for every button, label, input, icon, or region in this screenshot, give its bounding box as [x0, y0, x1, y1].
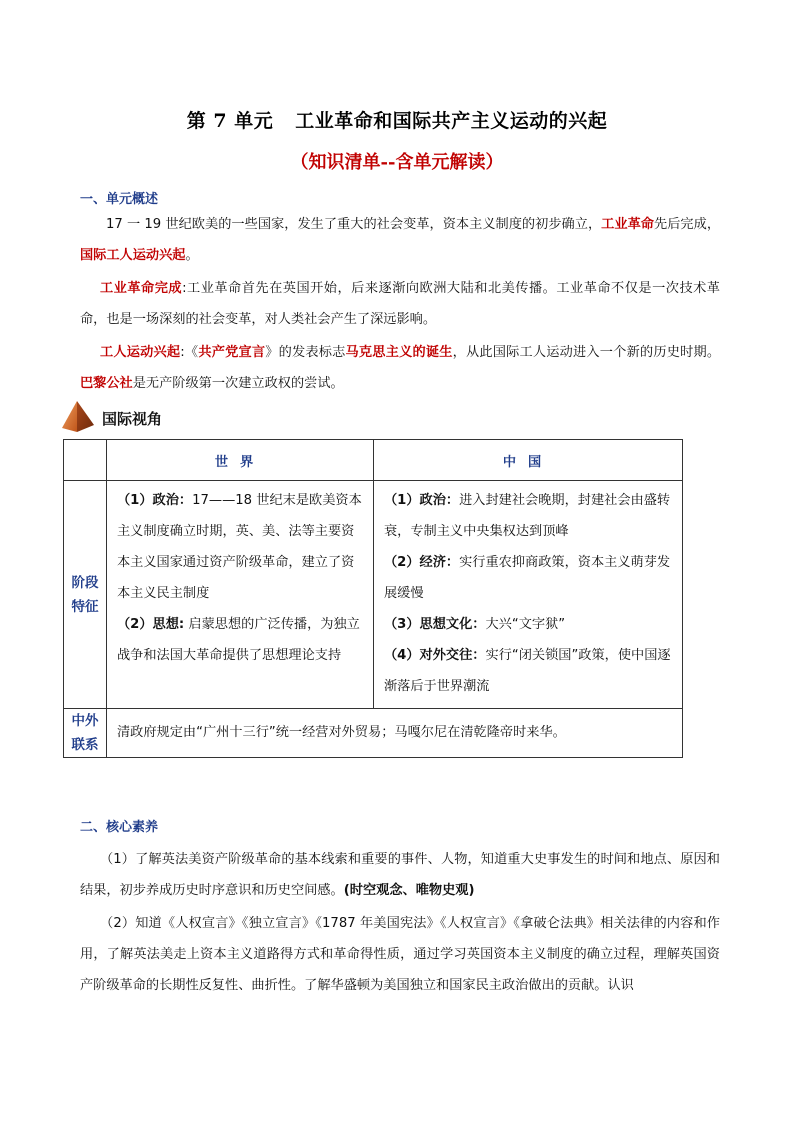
row-label-relations	[64, 709, 107, 758]
china-cell	[374, 481, 683, 709]
text-span: ，从此国际工人运动进入一个新的历史时期。	[452, 345, 721, 360]
comparison-table	[63, 439, 683, 758]
text-span: 先后完成，	[654, 217, 721, 232]
table-row-relations	[64, 709, 683, 758]
item-key: （2）经济：	[384, 555, 460, 570]
pyramid-icon	[60, 398, 96, 434]
text-span: 》的发表标志	[265, 345, 346, 360]
world-item-thought	[117, 609, 365, 671]
item-key: （2）思想:	[117, 617, 185, 632]
table-row-stage-features	[64, 481, 683, 709]
column-header-world: 世界	[107, 440, 374, 481]
highlight-workers-movement: 国际工人运动兴起	[80, 248, 186, 263]
highlight-communist-manifesto: 共产党宣言	[198, 345, 266, 360]
core-literacy-tag: (时空观念、唯物史观)	[343, 883, 475, 898]
item-value: 实行“闭关锁国”政策，使中国逐渐落后于世界潮流	[384, 648, 671, 694]
text-span: 是无产阶级第一次建立政权的尝试。	[132, 376, 344, 391]
item-key: （1）政治：	[117, 493, 193, 508]
highlight-workers-rise: 工人运动兴起	[100, 345, 181, 360]
text-span: 。	[185, 248, 199, 263]
china-item-politics	[384, 485, 674, 547]
overview-paragraph-2	[80, 273, 720, 335]
highlight-industrial-complete: 工业革命完成	[100, 281, 183, 296]
item-key: （1）政治：	[384, 493, 460, 508]
item-value: 17——18 世纪末是欧美资本主义制度确立时期，英、美、法等主要资本主义国家通过资产阶级革命，建立了资本主义民主制度	[117, 493, 362, 601]
china-item-culture	[384, 609, 674, 640]
page-title	[0, 106, 794, 133]
intl-perspective-header	[60, 398, 260, 434]
page-subtitle: （知识清单--含单元解读）	[290, 152, 504, 173]
row-label-text: 中外联系	[71, 713, 99, 753]
title-main: 工业革命和国际共产主义运动的兴起	[295, 110, 608, 132]
item-value: 启蒙思想的广泛传播，为独立战争和法国大革命提供了思想理论支持	[117, 617, 360, 663]
item-value: 进入封建社会晚期，封建社会由盛转衰，专制主义中央集权达到顶峰	[384, 493, 671, 539]
china-item-economy	[384, 547, 674, 609]
highlight-paris-commune: 巴黎公社	[80, 376, 133, 391]
overview-paragraph-3	[80, 337, 720, 399]
item-value: 实行重农抑商政策，资本主义萌芽发展缓慢	[384, 555, 671, 601]
table-corner-cell	[64, 440, 107, 481]
title-unit: 第 7 单元	[186, 110, 274, 132]
column-header-china: 中国	[374, 440, 683, 481]
section-heading-core: 二、核心素养	[80, 820, 159, 835]
section-heading-overview: 一、单元概述	[80, 192, 159, 207]
row-label-text: 阶段特征	[71, 574, 99, 615]
text-span: （1）了解英法美资产阶级革命的基本线索和重要的事件、人物，知道重大史事发生的时间和地点、原因和结果，初步养成历史时序意识和历史空间感。	[80, 852, 720, 898]
highlight-industrial-revolution: 工业革命	[601, 217, 654, 232]
table-header-row	[64, 440, 683, 481]
item-key: （3）思想文化：	[384, 617, 486, 632]
intl-perspective-label: 国际视角	[102, 410, 163, 428]
item-value: 大兴“文字狱”	[485, 617, 566, 632]
highlight-marxism: 马克思主义的诞生	[345, 345, 453, 360]
text-span: :工业革命首先在英国开始，后来逐渐向欧洲大陆和北美传播。工业革命不仅是一次技术革命，也是一场深刻的社会变革，对人类社会产生了深远影响。	[80, 281, 720, 327]
world-item-politics	[117, 485, 365, 609]
item-key: （4）对外交往：	[384, 648, 486, 663]
core-paragraph-2: （2）知道《人权宣言》《独立宣言》《1787 年美国宪法》《人权宣言》《拿破仑法典》相关法律的内容和作用，了解英法美走上资本主义道路得方式和革命得性质，通过学习英国资本主义制度的确立过程，理解英国资产阶级革命的长期性反复性、曲折性。了解华盛顿为美国独立和国家民主政治做出的贡献。认识	[80, 916, 720, 993]
relations-cell: 清政府规定由“广州十三行”统一经营对外贸易；马嘎尔尼在清乾隆帝时来华。	[107, 709, 683, 758]
world-cell	[107, 481, 374, 709]
row-label-stage-features	[64, 481, 107, 709]
text-span: 17 一 19 世纪欧美的一些国家，发生了重大的社会变革，资本主义制度的初步确立，	[106, 217, 602, 232]
text-span: :《	[180, 345, 199, 360]
overview-paragraph-1	[80, 209, 720, 271]
china-item-foreign	[384, 640, 674, 702]
core-paragraph-1	[80, 844, 720, 906]
